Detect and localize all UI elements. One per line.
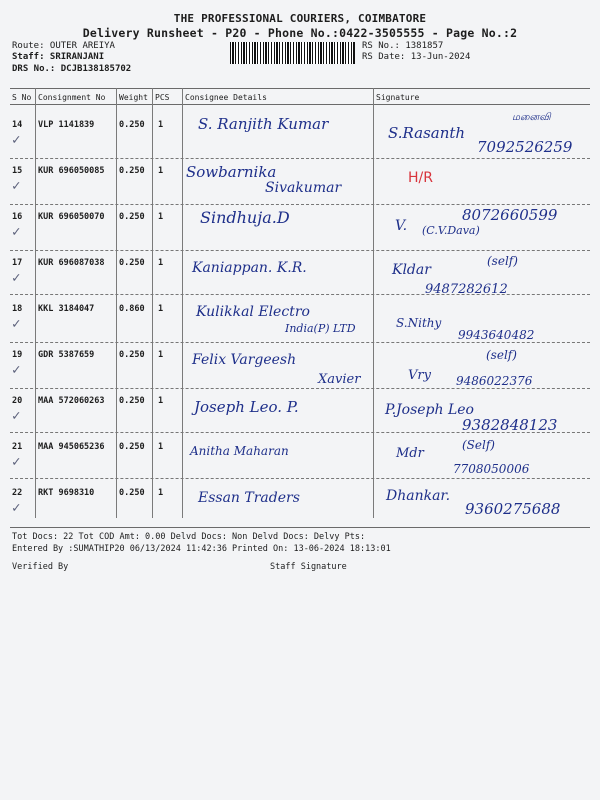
table-row: 14 VLP 1141839 0.250 1 ✓ S. Ranjith Kumar S.Rasanth மனைவி 7092526259 xyxy=(12,112,573,156)
col-consignee: Consignee Details xyxy=(185,93,267,102)
check-mark-icon: ✓ xyxy=(12,408,21,424)
col-sno: S No xyxy=(12,93,32,102)
table-row: 19 GDR 5387659 0.250 1 ✓ Felix Vargeesh Xavier Vry (self) 9486022376 xyxy=(12,348,533,388)
relation-note: (Self) xyxy=(462,438,495,452)
relation-note: (self) xyxy=(487,254,518,268)
signature: Mdr xyxy=(396,446,424,461)
check-mark-icon: ✓ xyxy=(12,500,21,516)
phone-number: 7092526259 xyxy=(477,138,573,156)
signature: Dhankar. xyxy=(386,488,451,504)
relation-note: (self) xyxy=(486,348,517,362)
phone-number: 9360275688 xyxy=(465,500,561,518)
check-mark-icon: ✓ xyxy=(12,132,21,148)
check-mark-icon: ✓ xyxy=(12,270,21,286)
table-row: 21 MAA 945065236 0.250 1 ✓ Anitha Maharan Mdr (Self) 7708050006 xyxy=(12,438,530,476)
consignee-name-line2: India(P) LTD xyxy=(285,322,356,335)
consignee-name: Essan Traders xyxy=(198,490,300,506)
consignee-name: Sowbarnika xyxy=(186,163,277,181)
rs-date: RS Date: 13-Jun-2024 xyxy=(362,52,471,62)
drs-label: DRS No.: DCJB138185702 xyxy=(12,64,132,74)
phone-number: 9382848123 xyxy=(462,416,558,434)
totals-line: Tot Docs: 22 Tot COD Amt: 0.00 Delvd Docs: Non Delvd Docs: Delvy Pts: xyxy=(12,532,366,542)
signature: S.Rasanth xyxy=(388,124,466,142)
check-mark-icon: ✓ xyxy=(12,454,21,470)
col-pcs: PCS xyxy=(155,93,170,102)
hr-remark: H/R xyxy=(408,170,433,186)
barcode xyxy=(230,42,355,64)
signature: Vry xyxy=(408,368,431,383)
phone-number: 8072660599 xyxy=(462,206,558,224)
phone-number: 9943640482 xyxy=(458,328,535,342)
consignee-name: Sindhuja.D xyxy=(200,208,290,227)
table-row: 22 RKT 9698310 0.250 1 ✓ Essan Traders Dhankar. 9360275688 xyxy=(12,488,561,518)
col-signature: Signature xyxy=(376,93,420,102)
staff-label: Staff: SRIRANJANI xyxy=(12,52,105,62)
consignee-name: Kulikkal Electro xyxy=(196,304,310,320)
rs-number: RS No.: 1381857 xyxy=(362,41,444,51)
signature: Kldar xyxy=(392,262,431,278)
runsheet-subtitle: Delivery Runsheet - P20 - Phone No.:0422-3505555 - Page No.:2 xyxy=(82,26,518,40)
signature: S.Nithy xyxy=(396,316,442,330)
consignee-name: Felix Vargeesh xyxy=(192,352,297,368)
consignee-name: Kaniappan. K.R. xyxy=(192,260,307,276)
route-label: Route: OUTER AREIYA xyxy=(12,41,115,51)
entered-line: Entered By :SUMATHIP20 06/13/2024 11:42:36 Printed On: 13-06-2024 18:13:01 xyxy=(12,544,391,554)
phone-number: 7708050006 xyxy=(453,462,530,476)
phone-number: 9486022376 xyxy=(456,374,533,388)
col-weight: Weight xyxy=(119,93,148,102)
staff-signature-label: Staff Signature xyxy=(270,562,347,572)
consignee-name-line2: Xavier xyxy=(318,372,361,387)
table-row: 17 KUR 696087038 0.250 1 ✓ Kaniappan. K.R. Kldar (self) 9487282612 xyxy=(12,254,518,297)
phone-number: 9487282612 xyxy=(425,282,508,297)
consignee-name: Joseph Leo. P. xyxy=(194,398,299,416)
table-row: 15 KUR 696050085 0.250 1 ✓ Sowbarnika Sivakumar H/R xyxy=(12,163,433,196)
relation-note: மனைவி xyxy=(512,112,551,123)
relation-note: (C.V.Dava) xyxy=(422,224,480,237)
table-row: 20 MAA 572060263 0.250 1 ✓ Joseph Leo. P. P.Joseph Leo 9382848123 xyxy=(12,396,558,434)
consignee-name: S. Ranjith Kumar xyxy=(198,115,329,133)
check-mark-icon: ✓ xyxy=(12,316,21,332)
check-mark-icon: ✓ xyxy=(12,362,21,378)
signature: P.Joseph Leo xyxy=(385,402,474,418)
signature: V. xyxy=(395,218,408,234)
consignee-name: Anitha Maharan xyxy=(190,444,289,458)
table-row: 18 KKL 3184047 0.860 1 ✓ Kulikkal Electro India(P) LTD S.Nithy 9943640482 xyxy=(12,304,535,342)
check-mark-icon: ✓ xyxy=(12,224,21,240)
check-mark-icon: ✓ xyxy=(12,178,21,194)
company-title: THE PROFESSIONAL COURIERS, COIMBATORE xyxy=(173,12,427,25)
col-consignment: Consignment No xyxy=(38,93,106,102)
table-row: 16 KUR 696050070 0.250 1 ✓ Sindhuja.D V. (C.V.Dava) 8072660599 xyxy=(12,206,558,240)
verified-by: Verified By xyxy=(12,562,69,572)
consignee-name-line2: Sivakumar xyxy=(265,180,342,196)
